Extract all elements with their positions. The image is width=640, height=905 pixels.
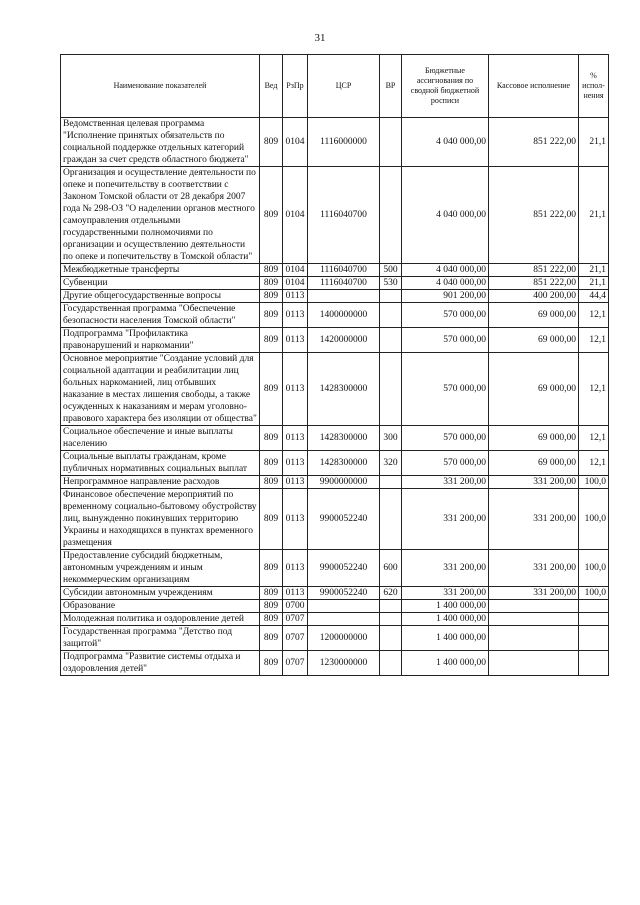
cell-cash: [489, 651, 579, 676]
cell-vr: 600: [380, 550, 402, 587]
table-row: [61, 290, 609, 303]
cell-cash: 851 222,00: [489, 167, 579, 264]
cell-pct: 12,1: [579, 303, 609, 328]
cell-vr: [380, 303, 402, 328]
header-cash: Кассовое исполнение: [489, 55, 579, 118]
cell-ved: 809: [260, 167, 283, 264]
cell-pct: 21,1: [579, 118, 609, 167]
cell-name: Подпрограмма "Развитие системы отдыха и оздоровления детей": [61, 651, 260, 676]
cell-csr: 1200000000: [308, 626, 380, 651]
cell-ved: 809: [260, 651, 283, 676]
cell-cash: [489, 600, 579, 613]
cell-cash: [489, 626, 579, 651]
cell-csr: [308, 290, 380, 303]
cell-pct: [579, 600, 609, 613]
cell-cash: 851 222,00: [489, 264, 579, 277]
cell-pct: 21,1: [579, 264, 609, 277]
header-name: Наименование показателей: [61, 55, 260, 118]
cell-vr: 320: [380, 451, 402, 476]
cell-ved: 809: [260, 476, 283, 489]
cell-rzpr: 0104: [283, 264, 308, 277]
cell-ved: 809: [260, 587, 283, 600]
cell-name: Организация и осуществление деятельности по опеке и попечительству в соответствии с Законом Томской области от 28 декабря 2007 года № 298-ОЗ "О наделении органов местного самоуправления отдельными государственными полномочиями по организации и осуществлению деятельности по опеке и попечительству в Томской области": [61, 167, 260, 264]
cell-cash: 69 000,00: [489, 451, 579, 476]
header-vr: ВР: [380, 55, 402, 118]
cell-csr: 9900052240: [308, 489, 380, 550]
header-row: [61, 55, 609, 118]
cell-budget: 1 400 000,00: [402, 651, 489, 676]
header-ved: Вед: [260, 55, 283, 118]
cell-csr: [308, 613, 380, 626]
cell-vr: [380, 167, 402, 264]
cell-pct: 44,4: [579, 290, 609, 303]
cell-csr: 9900052240: [308, 587, 380, 600]
cell-budget: 570 000,00: [402, 451, 489, 476]
cell-csr: 1116040700: [308, 167, 380, 264]
table-row: [61, 264, 609, 277]
cell-rzpr: 0113: [283, 489, 308, 550]
cell-vr: 620: [380, 587, 402, 600]
cell-name: Межбюджетные трансферты: [61, 264, 260, 277]
cell-rzpr: 0113: [283, 328, 308, 353]
cell-ved: 809: [260, 626, 283, 651]
header-pct: % испол-нения: [579, 55, 609, 118]
cell-vr: [380, 651, 402, 676]
cell-vr: [380, 353, 402, 426]
cell-ved: 809: [260, 328, 283, 353]
cell-name: Основное мероприятие "Создание условий для социальной адаптации и реабилитации лиц больных наркоманией, лиц отбывших наказание в местах лишения свободы, а также осужденных к наказаниям и мерам уголовно-правового характера без изоляции от общества": [61, 353, 260, 426]
cell-vr: 530: [380, 277, 402, 290]
cell-vr: [380, 600, 402, 613]
cell-rzpr: 0113: [283, 303, 308, 328]
cell-csr: 1116040700: [308, 277, 380, 290]
cell-ved: 809: [260, 489, 283, 550]
cell-budget: 4 040 000,00: [402, 118, 489, 167]
cell-csr: 1116040700: [308, 264, 380, 277]
cell-ved: 809: [260, 613, 283, 626]
cell-name: Непрограммное направление расходов: [61, 476, 260, 489]
page-number: 31: [314, 32, 326, 44]
table-row: [61, 303, 609, 328]
cell-budget: 570 000,00: [402, 328, 489, 353]
cell-rzpr: 0104: [283, 277, 308, 290]
cell-cash: 400 200,00: [489, 290, 579, 303]
cell-ved: 809: [260, 303, 283, 328]
cell-ved: 809: [260, 451, 283, 476]
table-row: [61, 328, 609, 353]
cell-csr: [308, 600, 380, 613]
table-row: [61, 353, 609, 426]
cell-pct: 12,1: [579, 353, 609, 426]
cell-budget: 4 040 000,00: [402, 167, 489, 264]
cell-rzpr: 0113: [283, 353, 308, 426]
cell-csr: 9900052240: [308, 550, 380, 587]
table-row: [61, 550, 609, 587]
cell-rzpr: 0113: [283, 476, 308, 489]
cell-vr: [380, 489, 402, 550]
table-header: [61, 55, 609, 118]
cell-name: Государственная программа "Обеспечение безопасности населения Томской области": [61, 303, 260, 328]
cell-pct: [579, 651, 609, 676]
cell-ved: 809: [260, 277, 283, 290]
cell-budget: 570 000,00: [402, 303, 489, 328]
cell-rzpr: 0104: [283, 118, 308, 167]
cell-csr: 1400000000: [308, 303, 380, 328]
cell-vr: [380, 328, 402, 353]
cell-budget: 570 000,00: [402, 353, 489, 426]
header-rzpr: РзПр: [283, 55, 308, 118]
cell-cash: 851 222,00: [489, 277, 579, 290]
cell-name: Государственная программа "Детство под защитой": [61, 626, 260, 651]
cell-cash: 331 200,00: [489, 550, 579, 587]
cell-ved: 809: [260, 353, 283, 426]
table-row: [61, 476, 609, 489]
table-row: [61, 167, 609, 264]
table-row: [61, 626, 609, 651]
cell-csr: 1428300000: [308, 426, 380, 451]
cell-pct: [579, 613, 609, 626]
cell-vr: [380, 613, 402, 626]
table-row: [61, 426, 609, 451]
table-row: [61, 451, 609, 476]
cell-budget: 331 200,00: [402, 489, 489, 550]
table-row: [61, 600, 609, 613]
cell-cash: 69 000,00: [489, 328, 579, 353]
cell-csr: 1230000000: [308, 651, 380, 676]
cell-rzpr: 0113: [283, 550, 308, 587]
cell-rzpr: 0104: [283, 167, 308, 264]
cell-pct: 100,0: [579, 587, 609, 600]
cell-cash: 331 200,00: [489, 587, 579, 600]
cell-budget: 570 000,00: [402, 426, 489, 451]
cell-pct: 12,1: [579, 426, 609, 451]
cell-name: Образование: [61, 600, 260, 613]
cell-vr: 300: [380, 426, 402, 451]
cell-cash: [489, 613, 579, 626]
cell-budget: 4 040 000,00: [402, 277, 489, 290]
cell-budget: 331 200,00: [402, 587, 489, 600]
table-row: [61, 613, 609, 626]
cell-budget: 4 040 000,00: [402, 264, 489, 277]
cell-vr: [380, 118, 402, 167]
cell-pct: 100,0: [579, 489, 609, 550]
cell-rzpr: 0113: [283, 426, 308, 451]
cell-pct: 12,1: [579, 451, 609, 476]
cell-csr: 1116000000: [308, 118, 380, 167]
cell-ved: 809: [260, 264, 283, 277]
cell-pct: [579, 626, 609, 651]
cell-ved: 809: [260, 426, 283, 451]
cell-pct: 100,0: [579, 476, 609, 489]
cell-vr: [380, 476, 402, 489]
cell-csr: 1428300000: [308, 451, 380, 476]
cell-cash: 69 000,00: [489, 303, 579, 328]
cell-pct: 100,0: [579, 550, 609, 587]
cell-name: Социальные выплаты гражданам, кроме публичных нормативных социальных выплат: [61, 451, 260, 476]
cell-budget: 331 200,00: [402, 550, 489, 587]
cell-budget: 1 400 000,00: [402, 613, 489, 626]
cell-name: Субсидии автономным учреждениям: [61, 587, 260, 600]
cell-cash: 69 000,00: [489, 353, 579, 426]
cell-csr: 1428300000: [308, 353, 380, 426]
table-body: [61, 118, 609, 676]
cell-name: Субвенции: [61, 277, 260, 290]
cell-rzpr: 0707: [283, 651, 308, 676]
cell-vr: 500: [380, 264, 402, 277]
cell-pct: 12,1: [579, 328, 609, 353]
cell-name: Другие общегосударственные вопросы: [61, 290, 260, 303]
cell-budget: 901 200,00: [402, 290, 489, 303]
cell-pct: 21,1: [579, 277, 609, 290]
cell-ved: 809: [260, 118, 283, 167]
table-row: [61, 277, 609, 290]
header-budget: Бюджетные ассигнования по сводной бюджетной росписи: [402, 55, 489, 118]
cell-ved: 809: [260, 550, 283, 587]
cell-ved: 809: [260, 290, 283, 303]
cell-rzpr: 0707: [283, 626, 308, 651]
cell-name: Социальное обеспечение и иные выплаты населению: [61, 426, 260, 451]
cell-vr: [380, 626, 402, 651]
cell-name: Предоставление субсидий бюджетным, автономным учреждениям и иным некоммерческим организациям: [61, 550, 260, 587]
cell-csr: 1420000000: [308, 328, 380, 353]
cell-ved: 809: [260, 600, 283, 613]
cell-name: Ведомственная целевая программа "Исполнение принятых обязательств по социальной поддержке отдельных категорий граждан за счет средств областного бюджета": [61, 118, 260, 167]
cell-rzpr: 0113: [283, 587, 308, 600]
cell-vr: [380, 290, 402, 303]
cell-rzpr: 0700: [283, 600, 308, 613]
cell-cash: 331 200,00: [489, 489, 579, 550]
table-row: [61, 651, 609, 676]
cell-budget: 1 400 000,00: [402, 626, 489, 651]
cell-rzpr: 0113: [283, 451, 308, 476]
cell-rzpr: 0113: [283, 290, 308, 303]
cell-name: Подпрограмма "Профилактика правонарушений и наркомании": [61, 328, 260, 353]
cell-budget: 331 200,00: [402, 476, 489, 489]
cell-budget: 1 400 000,00: [402, 600, 489, 613]
cell-pct: 21,1: [579, 167, 609, 264]
table-row: [61, 587, 609, 600]
cell-rzpr: 0707: [283, 613, 308, 626]
cell-cash: 851 222,00: [489, 118, 579, 167]
cell-cash: 331 200,00: [489, 476, 579, 489]
table-row: [61, 489, 609, 550]
cell-csr: 9900000000: [308, 476, 380, 489]
header-csr: ЦСР: [308, 55, 380, 118]
table-row: [61, 118, 609, 167]
budget-execution-table: [60, 54, 609, 676]
cell-cash: 69 000,00: [489, 426, 579, 451]
cell-name: Молодежная политика и оздоровление детей: [61, 613, 260, 626]
cell-name: Финансовое обеспечение мероприятий по временному социально-бытовому обустройству лиц, вынужденно покинувших территорию Украины и находящихся в пунктах временного размещения: [61, 489, 260, 550]
